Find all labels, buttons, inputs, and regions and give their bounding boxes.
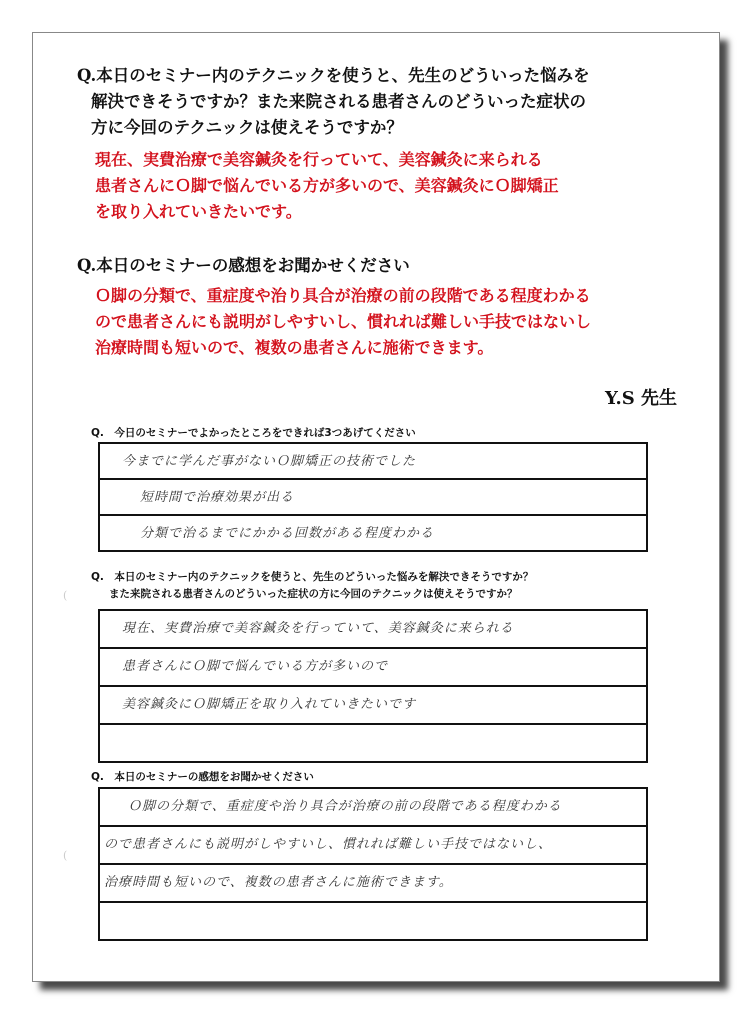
form-answer-2-row xyxy=(100,611,646,649)
form-question-3-label: Q. 本日のセミナーの感想をお聞かせください xyxy=(91,771,314,783)
signature: Y.S 先生 xyxy=(604,388,677,409)
handwritten-text: 美容鍼灸にＯ脚矯正を取り入れていきたいです xyxy=(122,697,417,712)
typed-answer-2-line-3: 治療時間も短いので、複数の患者さんに施術できます。 xyxy=(95,338,494,357)
document-sheet xyxy=(32,32,720,982)
form-question-2-label xyxy=(91,569,533,603)
typed-answer-2 xyxy=(95,283,591,361)
typed-answer-2-line-2: ので患者さんにも説明がしやすいし、慣れれば難しい手技ではないし xyxy=(95,312,592,331)
form-answer-3-row xyxy=(100,865,646,903)
form-answer-1-row xyxy=(100,480,646,516)
handwritten-text: 治療時間も短いので、複数の患者さんに施術できます。 xyxy=(104,875,453,890)
typed-question-1-line-1: Q.本日のセミナー内のテクニックを使うと、先生のどういった悩みを xyxy=(77,66,590,85)
form-question-1-label: Q. 今日のセミナーでよかったところをできれば3つあげてください xyxy=(91,427,416,439)
handwritten-text: 患者さんにＯ脚で悩んでいる方が多いので xyxy=(122,659,389,674)
handwritten-text: ので患者さんにも説明がしやすいし、慣れれば難しい手技ではないし、 xyxy=(104,837,553,852)
typed-answer-1 xyxy=(95,147,559,225)
typed-question-1 xyxy=(77,63,590,141)
typed-answer-2-line-1: Ｏ脚の分類で、重症度や治り具合が治療の前の段階である程度わかる xyxy=(95,286,591,305)
form-answer-3-row xyxy=(100,827,646,865)
form-answer-2-row xyxy=(100,649,646,687)
handwritten-text: 分類で治るまでにかかる回数がある程度わかる xyxy=(140,526,435,541)
handwritten-text: 短時間で治療効果が出る xyxy=(140,490,295,505)
typed-question-2: Q.本日のセミナーの感想をお聞かせください xyxy=(77,256,410,275)
form-question-2-label-line-1: Q. 本日のセミナー内のテクニックを使うと、先生のどういった悩みを解決できそうですか？ xyxy=(91,571,534,583)
faint-mark: ( xyxy=(63,589,68,602)
form-question-2-label-line-2: また来院される患者さんのどういった症状の方に今回のテクニックは使えそうですか？ xyxy=(109,588,518,600)
typed-answer-1-line-3: を取り入れていきたいです。 xyxy=(95,202,302,221)
form-answer-3-row xyxy=(100,903,646,939)
form-answer-1-row xyxy=(100,516,646,550)
typed-answer-1-line-1: 現在、実費治療で美容鍼灸を行っていて、美容鍼灸に来られる xyxy=(95,150,543,169)
typed-question-1-line-2: 解決できそうですか？また来院される患者さんのどういった症状の xyxy=(91,92,586,111)
form-answer-2-row xyxy=(100,687,646,725)
form-answer-2-row xyxy=(100,725,646,761)
form-answer-box-3 xyxy=(98,787,648,941)
form-answer-box-2 xyxy=(98,609,648,763)
form-answer-box-1 xyxy=(98,442,648,552)
handwritten-text: 現在、実費治療で美容鍼灸を行っていて、美容鍼灸に来られる xyxy=(122,621,514,636)
faint-mark: ( xyxy=(63,849,68,862)
form-answer-3-row xyxy=(100,789,646,827)
typed-answer-1-line-2: 患者さんにＯ脚で悩んでいる方が多いので、美容鍼灸にＯ脚矯正 xyxy=(95,176,559,195)
handwritten-text: 今までに学んだ事がないＯ脚矯正の技術でした xyxy=(122,454,417,469)
form-answer-1-row xyxy=(100,444,646,480)
handwritten-text: Ｏ脚の分類で、重症度や治り具合が治療の前の段階である程度わかる xyxy=(128,799,562,814)
typed-question-1-line-3: 方に今回のテクニックは使えそうですか？ xyxy=(91,118,403,137)
